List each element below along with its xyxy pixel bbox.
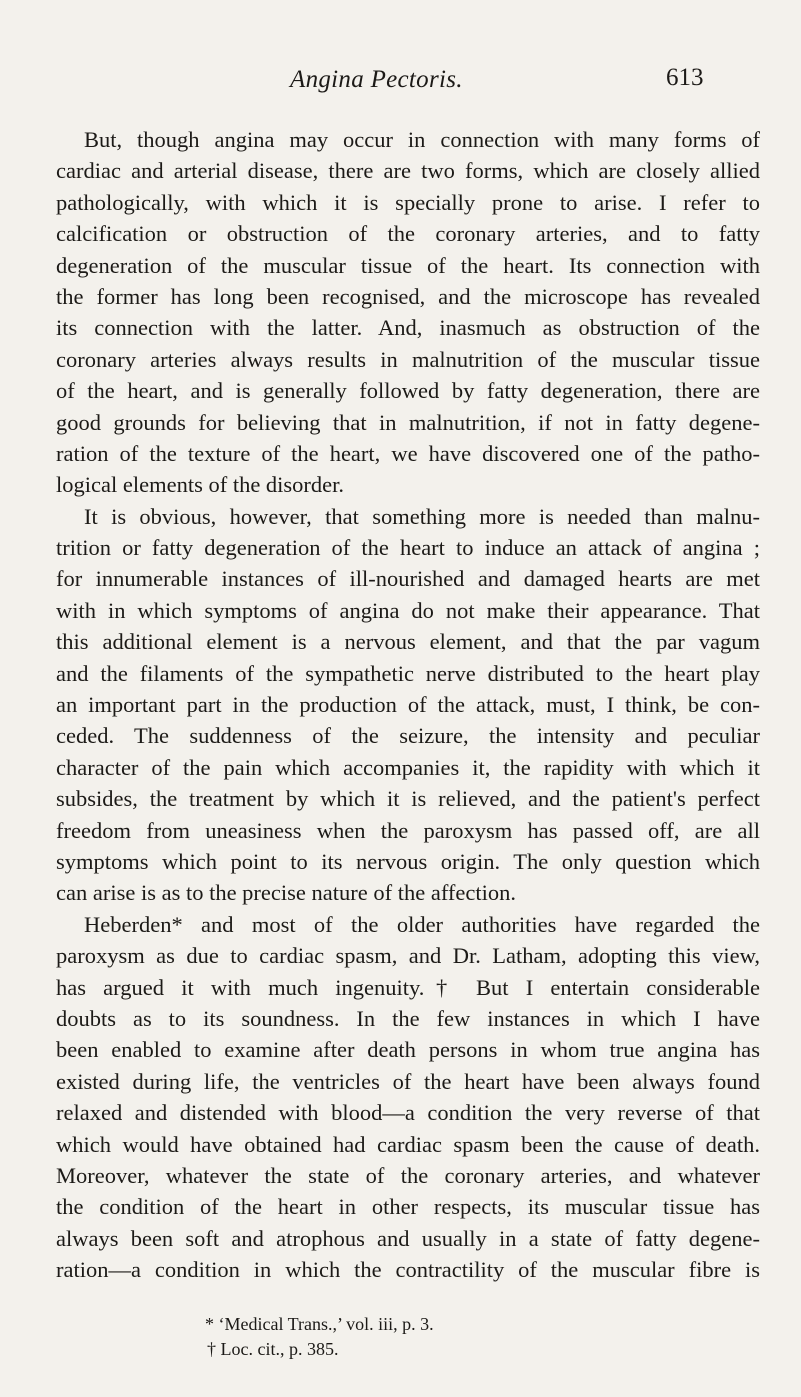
text-line: for innumerable instances of ill-nourished and damaged hearts are met [56,566,760,592]
footnote: * ‘Medical Trans.,’ vol. iii, p. 3. [205,1314,434,1334]
text-line: an important part in the production of the attack, must, I think, be con- [56,692,760,718]
text-line: which would have obtained had cardiac spasm been the cause of death. [56,1131,760,1157]
text-line: the condition of the heart in other respects, its muscular tissue has [56,1194,760,1220]
text-line: with in which symptoms of angina do not make their appearance. That [56,597,760,623]
text-line: paroxysm as due to cardiac spasm, and Dr. Latham, adopting this view, [56,943,760,969]
text-line: Heberden* and most of the older authorities have regarded the [84,911,760,937]
text-line: has argued it with much ingenuity.† But I entertain considerable [56,974,760,1000]
footnote: † Loc. cit., p. 385. [207,1339,339,1359]
text-line: Moreover, whatever the state of the coronary arteries, and whatever [56,1162,760,1188]
text-line: character of the pain which accompanies it, the rapidity with which it [56,754,760,780]
text-line: doubts as to its soundness. In the few instances in which I have [56,1005,760,1031]
text-line: freedom from uneasiness when the paroxysm has passed off, are all [56,817,760,843]
running-head [0,66,801,106]
text-line: symptoms which point to its nervous origin. The only question which [56,848,760,874]
text-line: trition or fatty degeneration of the heart to induce an attack of angina ; [56,535,760,561]
text-line: degeneration of the muscular tissue of the heart. Its connection with [56,252,760,278]
text-line: the former has long been recognised, and the microscope has revealed [56,283,760,309]
text-line: pathologically, with which it is specially prone to arise. I refer to [56,189,760,215]
text-line: good grounds for believing that in malnutrition, if not in fatty degene- [56,409,760,435]
text-line: calcification or obstruction of the coronary arteries, and to fatty [56,221,760,247]
text-line: this additional element is a nervous element, and that the par vagum [56,629,760,655]
text-line: But, though angina may occur in connection with many forms of [84,127,760,152]
text-line: subsides, the treatment by which it is relieved, and the patient's perfect [56,786,760,812]
text-line: cardiac and arterial disease, there are two forms, which are closely allied [56,158,760,184]
footnotes [205,1312,625,1362]
text-line: and the filaments of the sympathetic nerve distributed to the heart play [56,660,760,686]
text-line: ration—a condition in which the contractility of the muscular fibre is [56,1257,760,1283]
text-line: coronary arteries always results in malnutrition of the muscular tissue [56,346,760,372]
page-number: 613 [666,64,704,91]
text-line: relaxed and distended with blood—a condition the very reverse of that [56,1100,760,1126]
text-line: of the heart, and is generally followed by fatty degeneration, there are [56,378,760,404]
running-title: Angina Pectoris. [290,66,463,93]
body-text [56,124,760,1285]
text-line: It is obvious, however, that something more is needed than malnu- [84,503,760,529]
text-line: always been soft and atrophous and usually in a state of fatty degene- [56,1225,760,1251]
text-line: can arise is as to the precise nature of the affection. [56,880,517,906]
text-line: its connection with the latter. And, inasmuch as obstruction of the [56,315,760,341]
text-line: ceded. The suddenness of the seizure, the intensity and peculiar [56,723,760,749]
text-line: existed during life, the ventricles of the heart have been always found [56,1068,760,1094]
text-line: been enabled to examine after death persons in whom true angina has [56,1037,760,1063]
text-line: ration of the texture of the heart, we have discovered one of the patho- [56,440,760,466]
text-line: logical elements of the disorder. [56,472,345,498]
